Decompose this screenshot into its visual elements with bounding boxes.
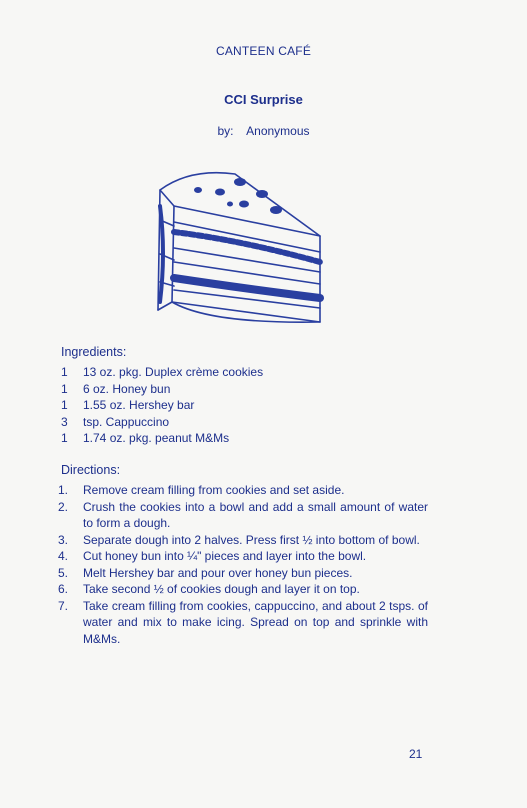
direction-step [58, 482, 428, 499]
step-number: 7. [58, 598, 69, 613]
byline [0, 124, 527, 138]
cake-slice-icon [150, 162, 330, 330]
direction-step [58, 548, 428, 565]
step-number: 6. [58, 582, 69, 596]
direction-step [58, 581, 428, 598]
page-number: 21 [409, 747, 423, 761]
direction-step [58, 598, 428, 648]
step-text: Remove cream filling from cookies and set aside. [83, 483, 345, 497]
ingredients-list [61, 364, 263, 447]
direction-step [58, 499, 428, 532]
ingredient-item [61, 397, 263, 414]
step-number: 2. [58, 499, 69, 514]
ingredient-qty: 1 [61, 431, 68, 445]
direction-step [58, 532, 428, 549]
ingredient-text: 13 oz. pkg. Duplex crème cookies [83, 365, 264, 379]
step-text: Take cream filling from cookies, cappuccino, and about 2 tsps. of water and mix to make icing. Spread on top and sprinkle with M&Ms. [83, 598, 428, 646]
directions-heading: Directions: [61, 463, 121, 477]
byline-label: by: [217, 124, 234, 138]
ingredient-text: 1.74 oz. pkg. peanut M&Ms [83, 431, 230, 445]
ingredient-text: tsp. Cappuccino [83, 414, 170, 429]
directions-list [58, 482, 428, 647]
ingredient-qty: 1 [61, 365, 68, 379]
byline-author: Anonymous [246, 124, 310, 138]
ingredient-qty: 3 [61, 414, 68, 429]
ingredient-item [61, 414, 263, 431]
step-number: 4. [58, 549, 69, 563]
ingredient-item [61, 430, 263, 447]
ingredient-qty: 1 [61, 381, 68, 396]
step-text: Take second ½ of cookies dough and layer it on top. [83, 582, 360, 596]
page-header: CANTEEN CAFÉ [215, 44, 312, 58]
step-text: Melt Hershey bar and pour over honey bun pieces. [83, 565, 353, 580]
ingredient-text: 1.55 oz. Hershey bar [83, 398, 195, 412]
step-text: Crush the cookies into a bowl and add a small amount of water to form a dough. [83, 499, 428, 530]
ingredient-text: 6 oz. Honey bun [83, 381, 171, 396]
step-number: 5. [58, 565, 69, 580]
step-number: 1. [58, 483, 69, 497]
recipe-title: CCI Surprise [224, 92, 303, 107]
ingredient-qty: 1 [61, 398, 68, 412]
step-text: Separate dough into 2 halves. Press first ½ into bottom of bowl. [83, 532, 420, 547]
step-text: Cut honey bun into ¼" pieces and layer into the bowl. [83, 549, 367, 563]
ingredient-item [61, 381, 263, 398]
step-number: 3. [58, 532, 69, 547]
ingredients-heading: Ingredients: [61, 345, 127, 359]
direction-step [58, 565, 428, 582]
ingredient-item [61, 364, 263, 381]
